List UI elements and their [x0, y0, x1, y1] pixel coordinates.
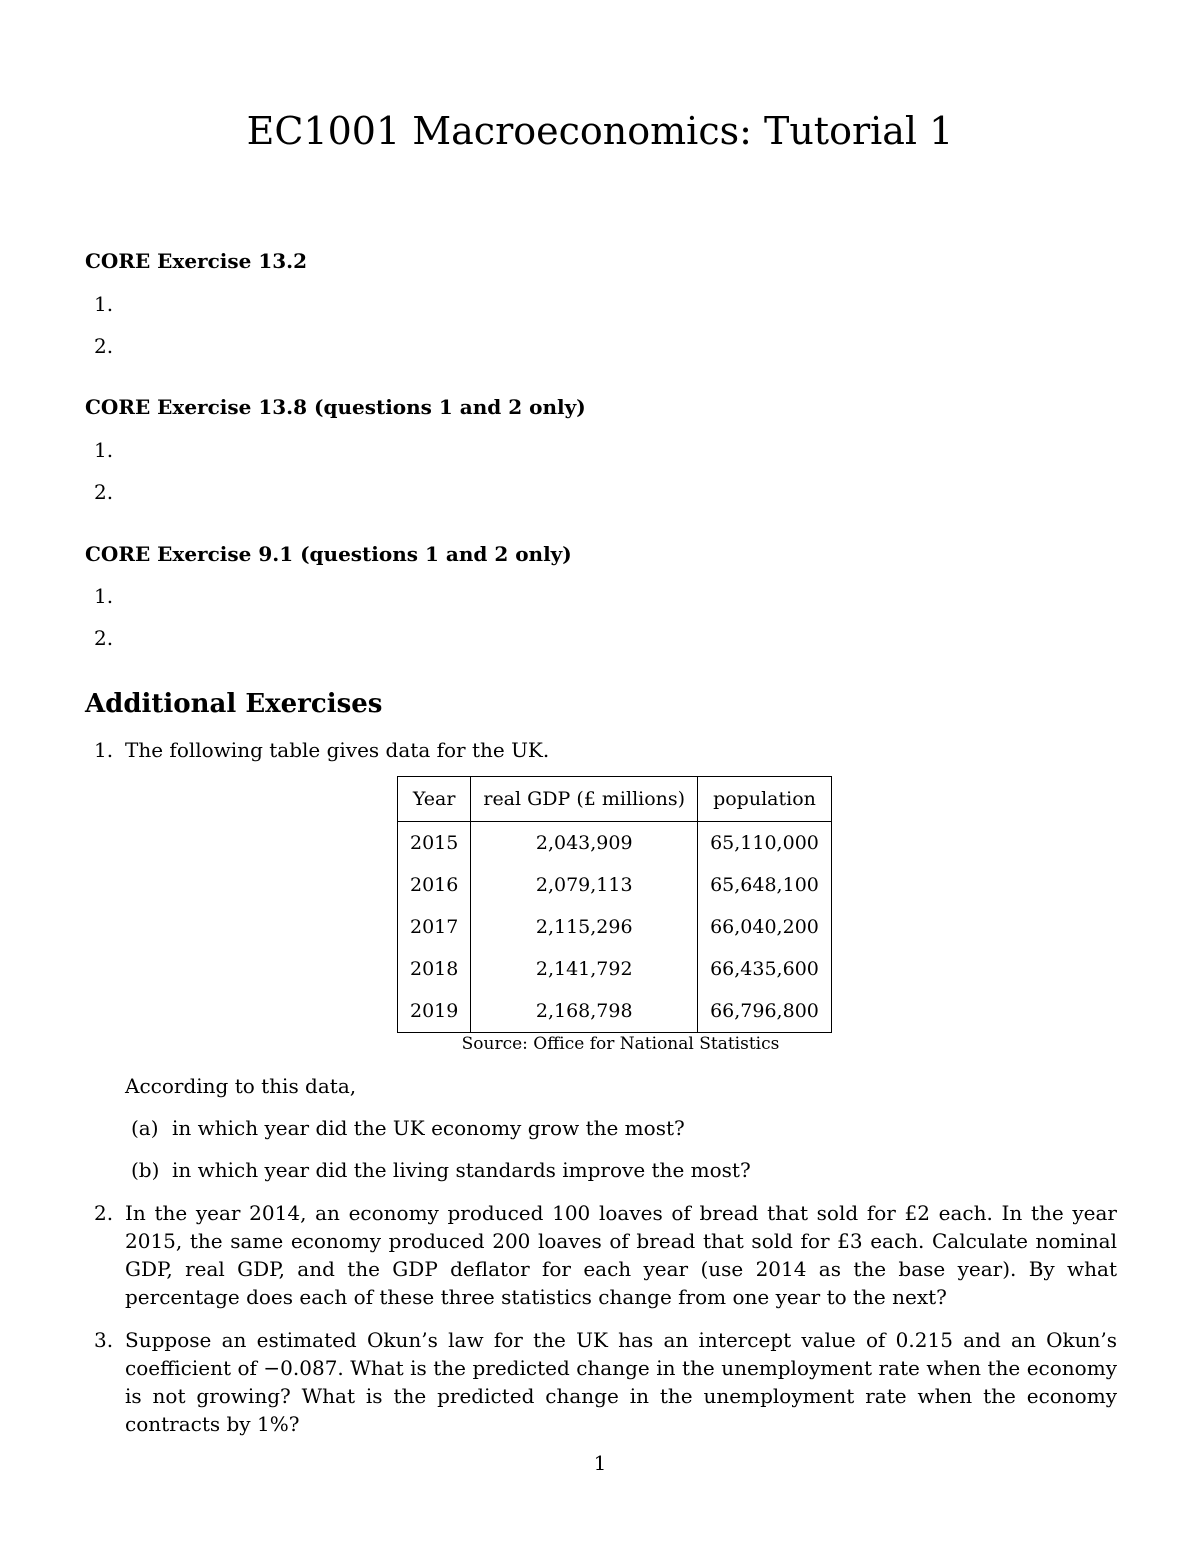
question-1-number: 1. [94, 738, 114, 762]
question-1-intro: The following table gives data for the UK. [125, 738, 550, 762]
page-number: 1 [593, 1451, 607, 1475]
table-cell-population: 66,796,800 [698, 990, 832, 1033]
table-cell-year: 2019 [398, 990, 471, 1033]
question-2-text: In the year 2014, an economy produced 100 loaves of bread that sold for £2 each. In the year 2015, the same economy produced 200 loaves of bread that sold for £3 each. Calculate nominal GDP, real GDP, and the GDP deflator for each year (use 2014 as the base year). By what percentage does each of these three statistics change from one year to the next? [125, 1201, 1117, 1309]
question-3-number: 3. [94, 1328, 114, 1352]
table-header-gdp: real GDP (£ millions) [471, 777, 698, 822]
question-1b-label: (b) [131, 1158, 160, 1182]
table-cell-gdp: 2,168,798 [471, 990, 698, 1033]
table-row [398, 990, 832, 1033]
table-cell-year: 2017 [398, 906, 471, 948]
question-3-text: Suppose an estimated Okun’s law for the UK has an intercept value of 0.215 and an Okun’s coefficient of −0.087. What is the predicted change in the unemployment rate when the economy is not growing? What is the predicted change in the unemployment rate when the economy contracts by 1%? [125, 1328, 1117, 1436]
core-9-1-item-1: 1. [94, 584, 114, 608]
uk-data-table [397, 776, 832, 1033]
question-1a-text: in which year did the UK economy grow the most? [172, 1116, 685, 1140]
table-cell-gdp: 2,043,909 [471, 822, 698, 865]
table-cell-gdp: 2,141,792 [471, 948, 698, 990]
core-13-2-item-2: 2. [94, 334, 114, 358]
table-header-row [398, 777, 832, 822]
core-exercise-9-1-heading: CORE Exercise 9.1 (questions 1 and 2 only) [85, 542, 572, 566]
table-cell-gdp: 2,115,296 [471, 906, 698, 948]
question-1a-label: (a) [131, 1116, 159, 1140]
table-row [398, 822, 832, 865]
question-1-lead: According to this data, [125, 1074, 357, 1098]
page-title: EC1001 Macroeconomics: Tutorial 1 [246, 109, 954, 153]
question-2-number: 2. [94, 1201, 114, 1225]
table-row [398, 864, 832, 906]
table-cell-population: 65,648,100 [698, 864, 832, 906]
table-row [398, 906, 832, 948]
table-row [398, 948, 832, 990]
core-13-8-item-2: 2. [94, 480, 114, 504]
table-source-caption: Source: Office for National Statistics [461, 1034, 780, 1054]
table-cell-year: 2018 [398, 948, 471, 990]
table-header-year: Year [398, 777, 471, 822]
core-13-2-item-1: 1. [94, 292, 114, 316]
table-cell-population: 65,110,000 [698, 822, 832, 865]
table-cell-year: 2016 [398, 864, 471, 906]
additional-exercises-heading: Additional Exercises [85, 689, 383, 719]
table-cell-gdp: 2,079,113 [471, 864, 698, 906]
core-9-1-item-2: 2. [94, 626, 114, 650]
core-exercise-13-8-heading: CORE Exercise 13.8 (questions 1 and 2 only) [85, 395, 586, 419]
core-13-8-item-1: 1. [94, 438, 114, 462]
core-exercise-13-2-heading: CORE Exercise 13.2 [85, 249, 308, 273]
table-cell-year: 2015 [398, 822, 471, 865]
table-cell-population: 66,040,200 [698, 906, 832, 948]
question-1b-text: in which year did the living standards improve the most? [172, 1158, 751, 1182]
table-header-population: population [698, 777, 832, 822]
table-cell-population: 66,435,600 [698, 948, 832, 990]
